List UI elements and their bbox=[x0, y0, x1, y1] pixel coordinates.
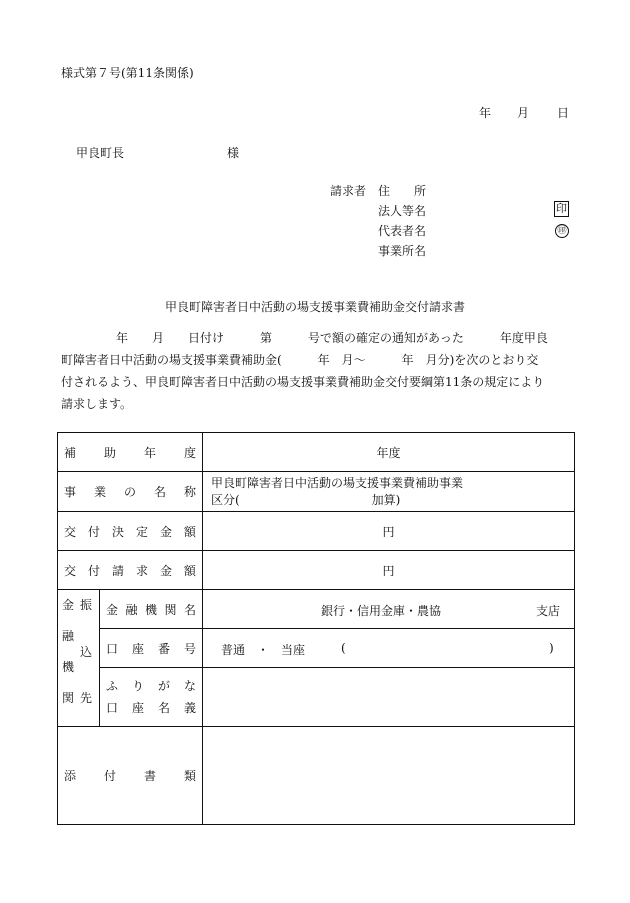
label-char: 座 bbox=[131, 641, 144, 656]
fiscal-year-value[interactable]: 年度 bbox=[203, 433, 575, 472]
body-line-4: 請求します。 bbox=[61, 397, 133, 411]
label-char: 称 bbox=[183, 485, 196, 499]
label-char: ふ bbox=[106, 679, 119, 693]
requested-amount-label bbox=[64, 562, 196, 579]
bank-group-char-4: 関 bbox=[62, 691, 75, 705]
label-char: 口 bbox=[106, 701, 119, 715]
seal-mark bbox=[554, 201, 569, 217]
project-name-label bbox=[64, 483, 196, 500]
bank-group-char-6: 込 bbox=[80, 644, 93, 659]
label-char: り bbox=[131, 679, 144, 693]
rep-seal-icon: ㊞ bbox=[555, 224, 569, 238]
bank-group-char-5: 振 bbox=[80, 598, 93, 612]
corp-seal-icon: 印 bbox=[556, 202, 567, 215]
label-char: な bbox=[183, 679, 196, 693]
bank-group-col2 bbox=[80, 596, 92, 706]
institution-label-cell bbox=[100, 590, 203, 629]
attachments-value[interactable] bbox=[203, 727, 575, 825]
date-day-label: 日 bbox=[557, 106, 570, 120]
label-char: 類 bbox=[183, 769, 196, 783]
decided-amount-label-cell bbox=[58, 512, 203, 551]
row-institution bbox=[58, 590, 575, 629]
label-char: 金 bbox=[106, 602, 119, 617]
label-char: 付 bbox=[87, 524, 100, 539]
project-name-line-2: 区分( 加算) bbox=[211, 492, 401, 507]
label-char: 付 bbox=[103, 769, 116, 783]
label-char: 名 bbox=[157, 701, 170, 715]
account-no-label bbox=[106, 640, 196, 657]
applicant-address-label: 住 所 bbox=[378, 184, 427, 198]
label-char: 額 bbox=[183, 524, 196, 539]
bank-group-char-1: 金 bbox=[62, 598, 75, 612]
date-month-label: 月 bbox=[517, 106, 530, 120]
addressee-honorific: 様 bbox=[227, 146, 240, 160]
form-number: 様式第７号(第11条関係) bbox=[61, 66, 194, 80]
decided-amount-label bbox=[64, 523, 196, 540]
label-char: 名 bbox=[183, 602, 196, 617]
account-paren-open: ( bbox=[341, 641, 346, 655]
bank-group-label bbox=[58, 590, 100, 727]
bank-group-col1 bbox=[62, 596, 74, 706]
row-project-name bbox=[58, 472, 575, 512]
label-char: 書 bbox=[143, 769, 156, 783]
applicant-corp-label: 法人等名 bbox=[378, 204, 427, 218]
label-char: の bbox=[123, 485, 136, 499]
kana-label bbox=[106, 675, 196, 697]
holder-label-cell bbox=[100, 668, 203, 727]
label-char: 定 bbox=[135, 524, 148, 539]
requested-amount-value[interactable]: 円 bbox=[203, 551, 575, 590]
account-paren-close: ) bbox=[549, 641, 554, 655]
project-name-line-1: 甲良町障害者日中活動の場支援事業費補助事業 bbox=[211, 475, 464, 490]
label-char: 号 bbox=[183, 641, 196, 656]
label-char: 番 bbox=[157, 641, 170, 656]
label-char: 求 bbox=[135, 563, 148, 578]
row-requested-amount bbox=[58, 551, 575, 590]
requested-amount-label-cell bbox=[58, 551, 203, 590]
label-char: 業 bbox=[93, 485, 106, 499]
rep-seal-mark bbox=[555, 222, 569, 238]
body-line-3: 付されるよう、甲良町障害者日中活動の場支援事業費補助金交付要綱第11条の規定により bbox=[61, 375, 545, 389]
row-account-holder bbox=[58, 668, 575, 727]
document-title: 甲良町障害者日中活動の場支援事業費補助金交付請求書 bbox=[164, 300, 465, 314]
applicant-role: 請求者 bbox=[330, 184, 367, 198]
body-line-2: 町障害者日中活動の場支援事業費補助金( 年 月～ 年 月分)を次のとおり交 bbox=[61, 353, 539, 367]
project-name-label-cell bbox=[58, 472, 203, 512]
attachments-label bbox=[64, 767, 196, 784]
label-char: 事 bbox=[64, 485, 77, 499]
label-char: 機 bbox=[144, 602, 157, 617]
project-name-cell[interactable] bbox=[203, 472, 575, 512]
account-no-label-cell bbox=[100, 629, 203, 668]
date-year-label: 年 bbox=[479, 106, 492, 120]
label-char: 口 bbox=[106, 641, 119, 656]
label-char: が bbox=[157, 679, 170, 693]
branch-label: 支店 bbox=[536, 604, 561, 618]
institution-cell[interactable] bbox=[203, 590, 575, 629]
account-type[interactable]: 普通 ・ 当座 bbox=[221, 643, 306, 657]
row-decided-amount bbox=[58, 512, 575, 551]
holder-label bbox=[106, 697, 196, 719]
label-char: 座 bbox=[131, 701, 144, 715]
label-char: 金 bbox=[159, 524, 172, 539]
label-char: 補 bbox=[64, 445, 77, 460]
body-line-1: 年 月 日付け 第 号で額の確定の通知があった 年度甲良 bbox=[116, 331, 548, 345]
claim-form-table bbox=[57, 432, 575, 825]
institution-label bbox=[106, 601, 196, 618]
label-char: 融 bbox=[125, 602, 138, 617]
account-holder-value[interactable] bbox=[203, 668, 575, 727]
addressee-name: 甲良町長 bbox=[76, 146, 125, 160]
label-char: 付 bbox=[87, 563, 100, 578]
label-char: 決 bbox=[111, 524, 124, 539]
label-char: 交 bbox=[64, 563, 77, 578]
fiscal-year-label-cell bbox=[58, 433, 203, 472]
label-char: 関 bbox=[164, 602, 177, 617]
applicant-rep-label: 代表者名 bbox=[378, 224, 427, 238]
fiscal-year-label bbox=[64, 444, 196, 461]
applicant-office-label: 事業所名 bbox=[378, 244, 427, 258]
row-fiscal-year bbox=[58, 433, 575, 472]
decided-amount-value[interactable]: 円 bbox=[203, 512, 575, 551]
institution-types: 銀行・信用金庫・農協 bbox=[321, 604, 442, 618]
attachments-label-cell bbox=[58, 727, 203, 825]
account-no-cell[interactable] bbox=[203, 629, 575, 668]
bank-group-char-7: 先 bbox=[80, 691, 93, 705]
label-char: 助 bbox=[103, 445, 116, 460]
label-char: 金 bbox=[159, 563, 172, 578]
label-char: 年 bbox=[143, 445, 156, 460]
label-char: 請 bbox=[111, 563, 124, 578]
row-account-number bbox=[58, 629, 575, 668]
label-char: 度 bbox=[183, 445, 196, 460]
label-char: 義 bbox=[183, 701, 196, 715]
label-char: 名 bbox=[153, 485, 166, 499]
row-attachments bbox=[58, 727, 575, 825]
label-char: 添 bbox=[64, 769, 77, 783]
label-char: 交 bbox=[64, 524, 77, 539]
label-char: 額 bbox=[183, 563, 196, 578]
bank-group-char-2: 融 bbox=[62, 629, 75, 643]
bank-group-char-3: 機 bbox=[62, 660, 75, 674]
